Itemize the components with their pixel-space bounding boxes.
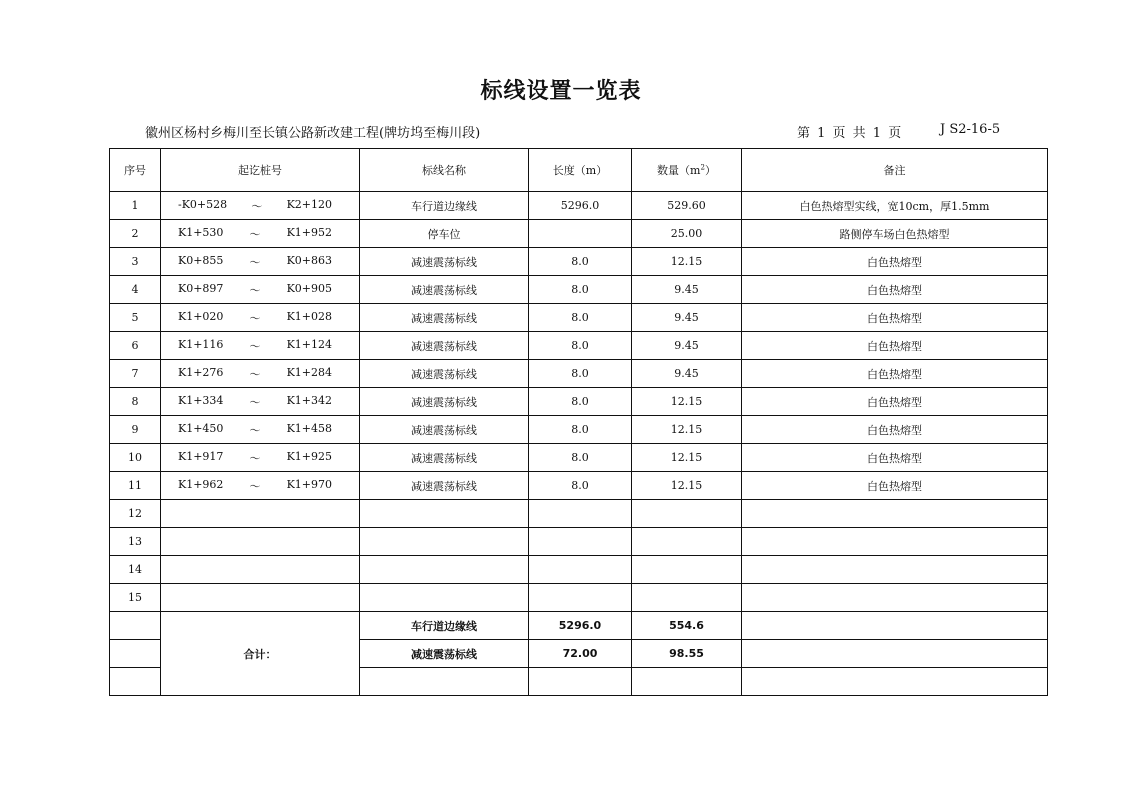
table-row-empty bbox=[110, 556, 1048, 584]
station-to: K1+952 bbox=[286, 225, 332, 239]
station-tilde: ～ bbox=[249, 255, 261, 269]
header-row bbox=[110, 149, 1048, 192]
row-remark: 白色热熔型 bbox=[742, 388, 1048, 416]
empty-cell bbox=[360, 584, 529, 612]
station-from: K0+855 bbox=[178, 253, 224, 267]
station-from: K1+917 bbox=[178, 449, 224, 463]
station-to: K1+970 bbox=[286, 477, 332, 491]
station-range bbox=[161, 338, 359, 354]
empty-cell bbox=[632, 528, 742, 556]
station-tilde: ～ bbox=[249, 423, 261, 437]
table-row bbox=[110, 388, 1048, 416]
row-length: 8.0 bbox=[529, 248, 632, 276]
row-seq: 9 bbox=[110, 416, 161, 444]
summary-seq-empty bbox=[110, 640, 161, 668]
row-seq: 14 bbox=[110, 556, 161, 584]
header-remark: 备注 bbox=[742, 149, 1048, 192]
empty-cell bbox=[742, 528, 1048, 556]
row-seq: 6 bbox=[110, 332, 161, 360]
row-remark: 路侧停车场白色热熔型 bbox=[742, 220, 1048, 248]
station-tilde: ～ bbox=[249, 479, 261, 493]
table-row bbox=[110, 472, 1048, 500]
row-name: 减速震荡标线 bbox=[360, 444, 529, 472]
station-range bbox=[161, 478, 359, 494]
station-to: K0+863 bbox=[286, 253, 332, 267]
station-from: K1+450 bbox=[178, 421, 224, 435]
station-to: K1+925 bbox=[286, 449, 332, 463]
header-qty-sup: 2 bbox=[700, 163, 705, 172]
table-row-empty bbox=[110, 528, 1048, 556]
page-info: 第 1 页 共 1 页 bbox=[797, 126, 902, 141]
station-range bbox=[161, 282, 359, 298]
station-tilde: ～ bbox=[249, 311, 261, 325]
row-name: 减速震荡标线 bbox=[360, 248, 529, 276]
summary-remark-empty bbox=[742, 668, 1048, 696]
station-tilde: ～ bbox=[249, 451, 261, 465]
row-seq: 12 bbox=[110, 500, 161, 528]
row-station bbox=[161, 248, 360, 276]
station-to: K1+284 bbox=[286, 365, 332, 379]
row-remark: 白色热熔型 bbox=[742, 332, 1048, 360]
station-tilde: ～ bbox=[249, 339, 261, 353]
station-from: K0+897 bbox=[178, 281, 224, 295]
row-remark: 白色热熔型 bbox=[742, 416, 1048, 444]
row-seq: 8 bbox=[110, 388, 161, 416]
summary-name: 减速震荡标线 bbox=[360, 640, 529, 668]
station-range bbox=[161, 422, 359, 438]
row-seq: 10 bbox=[110, 444, 161, 472]
row-qty: 12.15 bbox=[632, 388, 742, 416]
station-from: K1+530 bbox=[178, 225, 224, 239]
empty-cell bbox=[161, 500, 360, 528]
header-seq: 序号 bbox=[110, 149, 161, 192]
row-seq: 2 bbox=[110, 220, 161, 248]
summary-empty bbox=[360, 668, 529, 696]
station-from: K1+276 bbox=[178, 365, 224, 379]
row-name: 停车位 bbox=[360, 220, 529, 248]
summary-seq-empty bbox=[110, 612, 161, 640]
empty-cell bbox=[742, 584, 1048, 612]
row-length: 8.0 bbox=[529, 360, 632, 388]
empty-cell bbox=[742, 556, 1048, 584]
row-station bbox=[161, 220, 360, 248]
empty-cell bbox=[742, 500, 1048, 528]
page-title: 标线设置一览表 bbox=[480, 79, 642, 104]
row-length: 8.0 bbox=[529, 304, 632, 332]
station-tilde: ～ bbox=[249, 283, 261, 297]
row-seq: 11 bbox=[110, 472, 161, 500]
empty-cell bbox=[529, 556, 632, 584]
summary-remark-empty bbox=[742, 640, 1048, 668]
summary-qty: 98.55 bbox=[632, 640, 742, 668]
table-row bbox=[110, 416, 1048, 444]
station-range bbox=[161, 366, 359, 382]
row-qty: 9.45 bbox=[632, 304, 742, 332]
row-remark: 白色热熔型 bbox=[742, 444, 1048, 472]
row-station bbox=[161, 304, 360, 332]
summary-length: 72.00 bbox=[529, 640, 632, 668]
row-remark: 白色热熔型 bbox=[742, 248, 1048, 276]
station-from: K1+020 bbox=[178, 309, 224, 323]
station-from: -K0+528 bbox=[178, 197, 228, 211]
row-length bbox=[529, 220, 632, 248]
row-remark: 白色热熔型 bbox=[742, 304, 1048, 332]
row-station bbox=[161, 444, 360, 472]
empty-cell bbox=[632, 584, 742, 612]
summary-remark-empty bbox=[742, 612, 1048, 640]
row-name: 减速震荡标线 bbox=[360, 388, 529, 416]
empty-cell bbox=[161, 584, 360, 612]
row-name: 车行道边缘线 bbox=[360, 192, 529, 220]
row-station bbox=[161, 276, 360, 304]
table-row bbox=[110, 220, 1048, 248]
table-row bbox=[110, 444, 1048, 472]
row-remark: 白色热熔型 bbox=[742, 276, 1048, 304]
station-tilde: ～ bbox=[251, 199, 263, 213]
station-to: K2+120 bbox=[286, 197, 332, 211]
row-seq: 3 bbox=[110, 248, 161, 276]
row-station bbox=[161, 388, 360, 416]
summary-empty bbox=[632, 668, 742, 696]
empty-cell bbox=[360, 528, 529, 556]
row-seq: 7 bbox=[110, 360, 161, 388]
empty-cell bbox=[161, 556, 360, 584]
row-station bbox=[161, 332, 360, 360]
row-length: 8.0 bbox=[529, 276, 632, 304]
row-length: 8.0 bbox=[529, 444, 632, 472]
station-tilde: ～ bbox=[249, 227, 261, 241]
row-seq: 4 bbox=[110, 276, 161, 304]
table-row-empty bbox=[110, 500, 1048, 528]
header-length: 长度（m） bbox=[529, 149, 632, 192]
row-qty: 12.15 bbox=[632, 248, 742, 276]
summary-length: 5296.0 bbox=[529, 612, 632, 640]
table-row bbox=[110, 192, 1048, 220]
table-row bbox=[110, 360, 1048, 388]
summary-seq-empty bbox=[110, 668, 161, 696]
header-station: 起讫桩号 bbox=[161, 149, 360, 192]
row-name: 减速震荡标线 bbox=[360, 304, 529, 332]
station-from: K1+116 bbox=[178, 337, 224, 351]
row-qty: 12.15 bbox=[632, 472, 742, 500]
row-name: 减速震荡标线 bbox=[360, 276, 529, 304]
station-range bbox=[161, 394, 359, 410]
header-qty bbox=[632, 149, 742, 192]
empty-cell bbox=[360, 556, 529, 584]
station-from: K1+334 bbox=[178, 393, 224, 407]
row-length: 8.0 bbox=[529, 416, 632, 444]
station-to: K1+342 bbox=[286, 393, 332, 407]
row-length: 8.0 bbox=[529, 388, 632, 416]
empty-cell bbox=[529, 500, 632, 528]
station-tilde: ～ bbox=[249, 395, 261, 409]
station-to: K1+124 bbox=[286, 337, 332, 351]
row-station bbox=[161, 472, 360, 500]
project-name: 徽州区杨村乡梅川至长镇公路新改建工程(牌坊坞至梅川段) bbox=[145, 126, 481, 141]
station-range bbox=[161, 450, 359, 466]
row-qty: 12.15 bbox=[632, 416, 742, 444]
summary-label: 合计： bbox=[161, 612, 360, 696]
row-station bbox=[161, 360, 360, 388]
empty-cell bbox=[529, 584, 632, 612]
row-name: 减速震荡标线 bbox=[360, 416, 529, 444]
row-name: 减速震荡标线 bbox=[360, 360, 529, 388]
empty-cell bbox=[161, 528, 360, 556]
row-qty: 12.15 bbox=[632, 444, 742, 472]
row-qty: 9.45 bbox=[632, 276, 742, 304]
table-row bbox=[110, 248, 1048, 276]
table-row bbox=[110, 304, 1048, 332]
row-remark: 白色热熔型实线，宽10cm，厚1.5mm bbox=[742, 192, 1048, 220]
station-to: K1+458 bbox=[286, 421, 332, 435]
marking-table bbox=[109, 148, 1048, 696]
empty-cell bbox=[360, 500, 529, 528]
summary-empty bbox=[529, 668, 632, 696]
row-name: 减速震荡标线 bbox=[360, 332, 529, 360]
row-remark: 白色热熔型 bbox=[742, 472, 1048, 500]
station-range bbox=[161, 198, 359, 214]
summary-row bbox=[110, 612, 1048, 640]
row-seq: 13 bbox=[110, 528, 161, 556]
document-number: J S2-16-5 bbox=[940, 122, 1001, 137]
header-name: 标线名称 bbox=[360, 149, 529, 192]
row-seq: 15 bbox=[110, 584, 161, 612]
station-tilde: ～ bbox=[249, 367, 261, 381]
row-seq: 5 bbox=[110, 304, 161, 332]
empty-cell bbox=[632, 556, 742, 584]
header-qty-end: ） bbox=[704, 164, 716, 177]
header-qty-text: 数量（m bbox=[657, 164, 701, 177]
station-range bbox=[161, 226, 359, 242]
empty-cell bbox=[529, 528, 632, 556]
row-station bbox=[161, 416, 360, 444]
station-range bbox=[161, 310, 359, 326]
row-seq: 1 bbox=[110, 192, 161, 220]
row-qty: 9.45 bbox=[632, 332, 742, 360]
station-from: K1+962 bbox=[178, 477, 224, 491]
row-remark: 白色热熔型 bbox=[742, 360, 1048, 388]
table-row-empty bbox=[110, 584, 1048, 612]
table-row bbox=[110, 276, 1048, 304]
empty-cell bbox=[632, 500, 742, 528]
row-name: 减速震荡标线 bbox=[360, 472, 529, 500]
row-length: 8.0 bbox=[529, 472, 632, 500]
row-length: 5296.0 bbox=[529, 192, 632, 220]
summary-name: 车行道边缘线 bbox=[360, 612, 529, 640]
station-range bbox=[161, 254, 359, 270]
station-to: K0+905 bbox=[286, 281, 332, 295]
row-qty: 9.45 bbox=[632, 360, 742, 388]
summary-qty: 554.6 bbox=[632, 612, 742, 640]
station-to: K1+028 bbox=[286, 309, 332, 323]
row-qty: 529.60 bbox=[632, 192, 742, 220]
row-station bbox=[161, 192, 360, 220]
table-row bbox=[110, 332, 1048, 360]
row-qty: 25.00 bbox=[632, 220, 742, 248]
row-length: 8.0 bbox=[529, 332, 632, 360]
